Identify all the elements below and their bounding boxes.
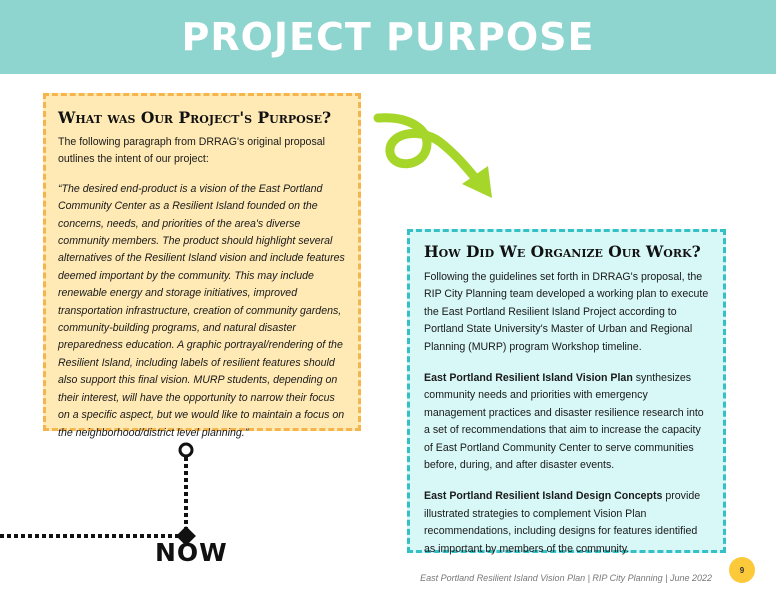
design-concepts-name: East Portland Resilient Island Design Concepts xyxy=(424,490,663,503)
organize-box xyxy=(407,229,726,553)
now-label: NOW xyxy=(155,538,228,567)
purpose-heading: What was Our Project's Purpose? xyxy=(58,108,332,127)
curly-arrow-icon xyxy=(370,112,500,207)
purpose-intro: The following paragraph from DRRAG's original proposal outlines the intent of our project: xyxy=(58,136,325,166)
page-number: 9 xyxy=(739,565,745,575)
footer-text: East Portland Resilient Island Vision Plan | RIP City Planning | June 2022 xyxy=(420,573,712,583)
purpose-box xyxy=(43,93,361,439)
design-concepts-text: provide illustrated strategies to complement Vision Plan recommendations, including designs for features identified as important by members of the community. xyxy=(424,490,701,555)
page-title: PROJECT PURPOSE xyxy=(181,15,595,59)
purpose-quote: “The desired end-product is a vision of the East Portland Community Center as a Resilient Island founded on the concerns, needs, and priorities of the area's diverse community members. The product should highlight several alternatives of the Resilient Island vision and include features deemed important by the community. This may include renewable energy and storage initiatives, improved transportation infrastructure, creation of community gardens, community-building programs, and natural disaster preparedness education. A graphic portrayal/rendering of the Resilient Island, including labels of resilient features should also support this final vision. MURP students, depending on their interest, will have the opportunity to narrow their focus on a specific aspect, but we would like to maintain a focus on the neighborhood/district level planning.” xyxy=(58,182,345,439)
organize-para-3 xyxy=(424,488,711,558)
vision-plan-text: synthesizes community needs and priorities with emergency management practices and disaster resilience research into a set of recommendations that aim to increase the capacity of East Portland Community Center to serve communities before, during, and after disaster events. xyxy=(424,372,704,472)
timeline-start-circle xyxy=(180,444,192,456)
organize-para-2 xyxy=(424,370,711,474)
page-number-badge xyxy=(729,557,755,583)
title-banner xyxy=(0,0,776,74)
organize-heading: How Did We Organize Our Work? xyxy=(424,242,701,261)
vision-plan-name: East Portland Resilient Island Vision Plan xyxy=(424,372,633,385)
organize-para-1: Following the guidelines set forth in DRRAG's proposal, the RIP City Planning team developed a working plan to execute the East Portland Resilient Island Project according to Portland State University's Master of Urban and Regional Planning (MURP) program Workshop timeline. xyxy=(424,271,709,353)
